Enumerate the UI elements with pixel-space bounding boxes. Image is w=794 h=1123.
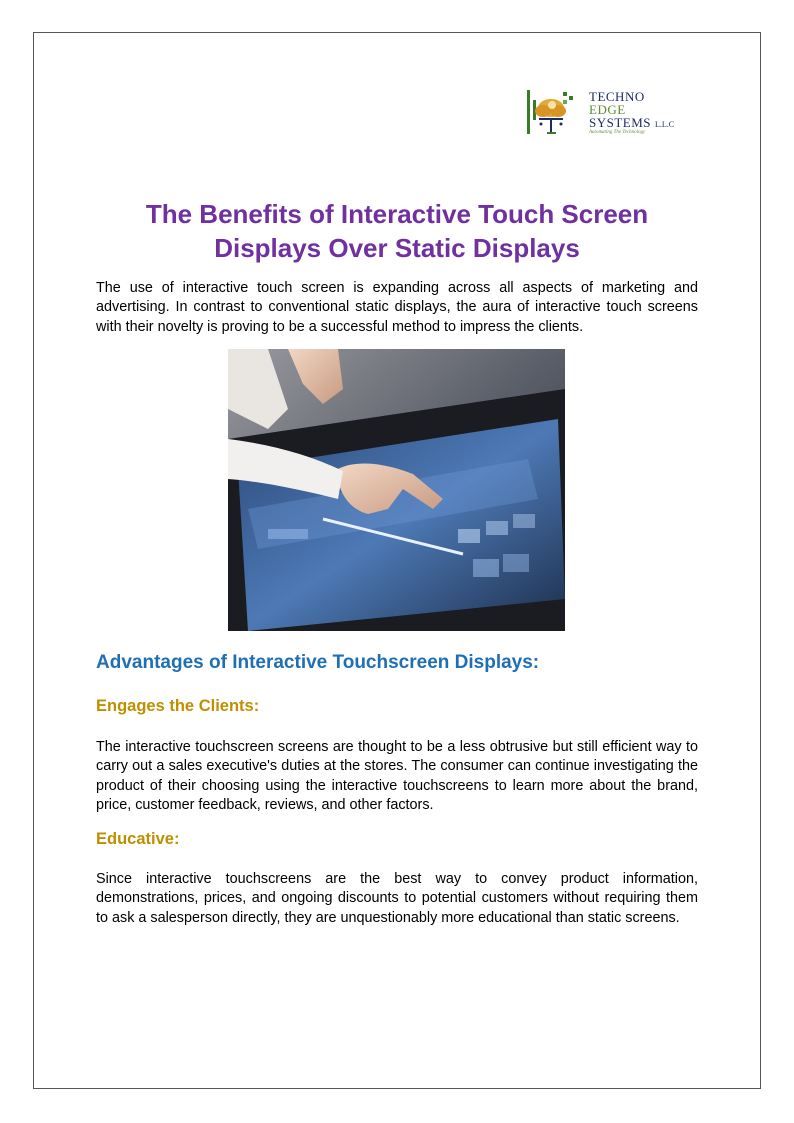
section-heading: Advantages of Interactive Touchscreen Displays: xyxy=(96,652,540,673)
touchscreen-photo xyxy=(228,349,565,631)
logo-line-3 xyxy=(589,116,674,131)
engages-heading: Engages the Clients: xyxy=(96,697,260,715)
logo-line-1: TECHNO xyxy=(589,89,645,104)
logo-wordmark xyxy=(589,90,674,131)
logo-suffix: L.L.C xyxy=(655,120,675,129)
logo-tagline: Automating The Technology xyxy=(589,130,646,135)
intro-paragraph: The use of interactive touch screen is expanding across all aspects of marketing and advertising. In contrast to conventional static displays, the aura of interactive touch screens with their novelty is proving to be a successful method to impress the clients. xyxy=(96,280,698,335)
logo-line-3-text: SYSTEMS xyxy=(589,115,652,130)
logo-line-2: EDGE xyxy=(589,102,626,117)
educative-heading: Educative: xyxy=(96,830,180,848)
page-title: The Benefits of Interactive Touch Screen Displays Over Static Displays xyxy=(145,199,649,263)
educative-paragraph: Since interactive touchscreens are the best way to convey product information, demonstrations, prices, and ongoing discounts to potential customers without requiring them to ask a salesperson directly, they are unquestionably more educational than static screens. xyxy=(96,871,698,926)
engages-paragraph: The interactive touchscreen screens are thought to be a less obtrusive but still efficient way to carry out a sales executive's duties at the stores. The consumer can continue investigating the product of their choosing using the interactive touchscreens to learn more about the brand, price, customer feedback, reviews, and other factors. xyxy=(96,739,698,814)
